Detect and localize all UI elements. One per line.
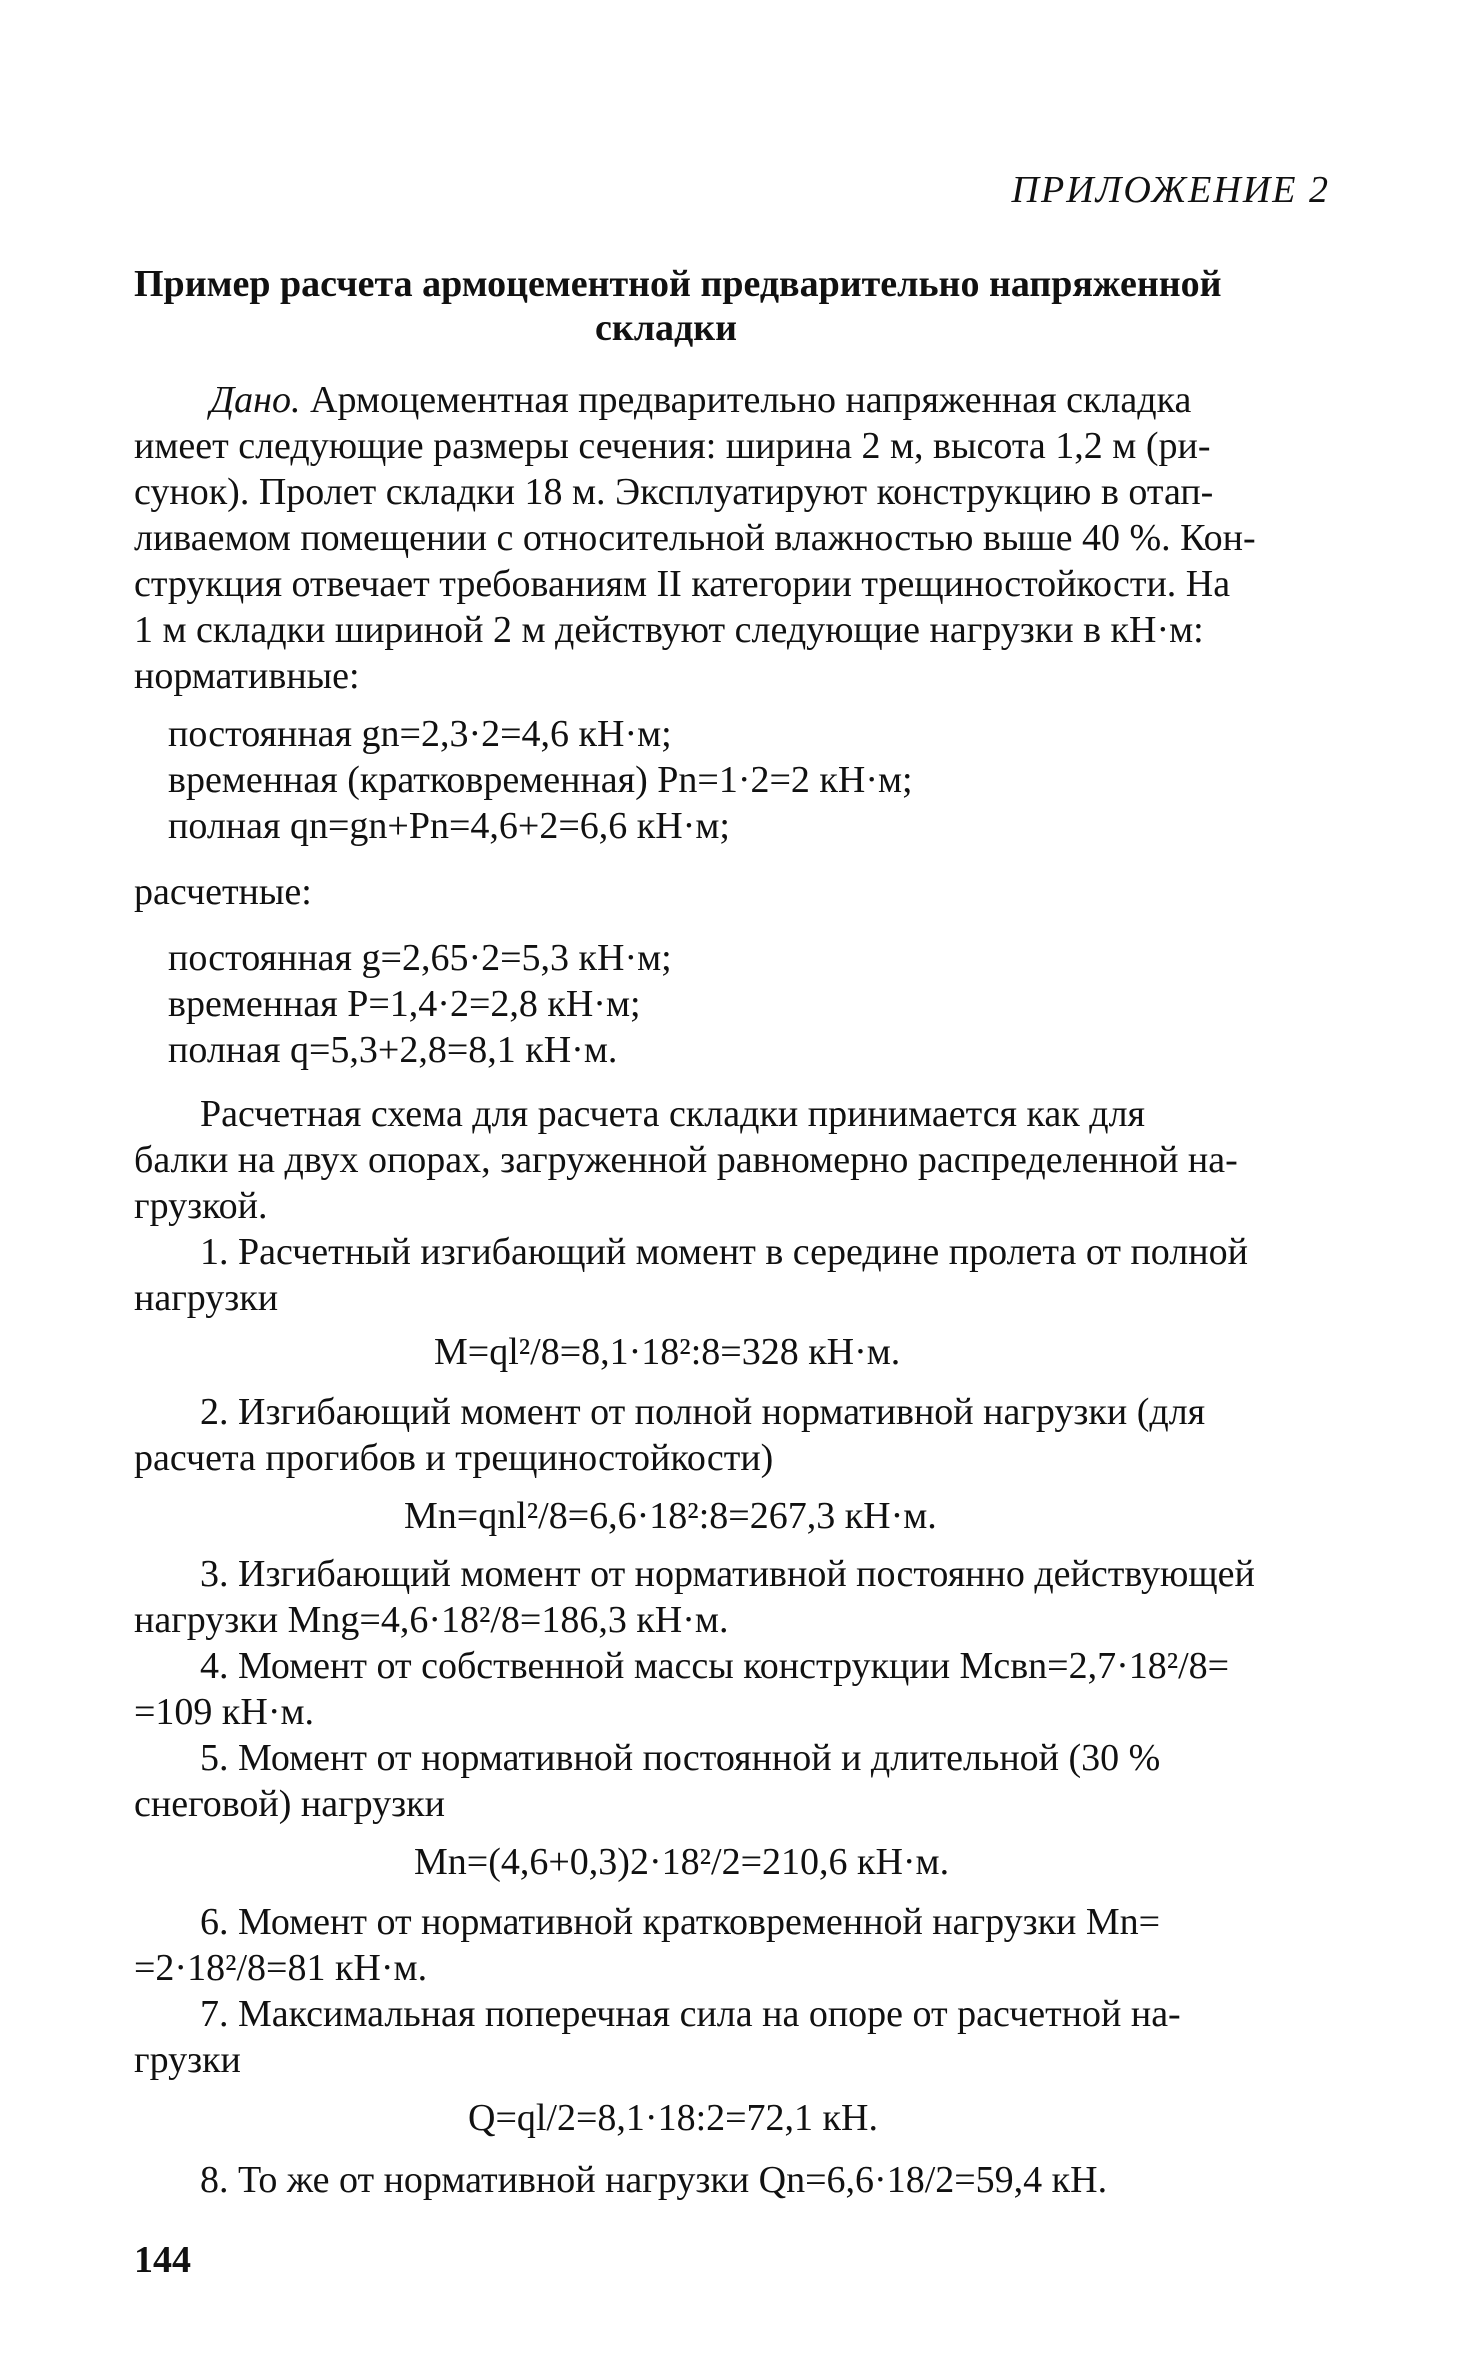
page-number: 144 bbox=[134, 2239, 191, 2281]
item-4-line-1: 4. Момент от собственной массы конструкции Mсвn=2,7·18²/8= bbox=[200, 1645, 1230, 1687]
given-text-1: Армоцементная предварительно напряженная складка bbox=[310, 379, 1192, 421]
given-line-1 bbox=[210, 378, 1330, 422]
given-line-2: имеет следующие размеры сечения: ширина 2 м, высота 1,2 м (ри- bbox=[134, 425, 1211, 467]
item-2-line-2: расчета прогибов и трещиностойкости) bbox=[134, 1437, 774, 1479]
formula-1: M=ql²/8=8,1·18²:8=328 кН·м. bbox=[434, 1331, 901, 1373]
normative-total: полная qn=gn+Pn=4,6+2=6,6 кН·м; bbox=[168, 805, 730, 847]
item-1-line-1: 1. Расчетный изгибающий момент в середине пролета от полной bbox=[200, 1231, 1248, 1273]
scheme-line-1: Расчетная схема для расчета складки принимается как для bbox=[200, 1093, 1146, 1135]
item-1-line-2: нагрузки bbox=[134, 1277, 279, 1319]
scheme-line-3: грузкой. bbox=[134, 1185, 268, 1227]
design-total: полная q=5,3+2,8=8,1 кН·м. bbox=[168, 1029, 618, 1071]
item-4-line-2: =109 кН·м. bbox=[134, 1691, 315, 1733]
item-6-line-1: 6. Момент от нормативной кратковременной нагрузки Mn= bbox=[200, 1901, 1161, 1943]
given-lead: Дано. bbox=[210, 379, 301, 421]
item-6-line-2: =2·18²/8=81 кН·м. bbox=[134, 1947, 428, 1989]
item-7-line-2: грузки bbox=[134, 2039, 241, 2081]
item-3-line-2: нагрузки Mng=4,6·18²/8=186,3 кН·м. bbox=[134, 1599, 729, 1641]
given-line-7: нормативные: bbox=[134, 655, 360, 697]
design-label: расчетные: bbox=[134, 871, 312, 913]
formula-7: Q=ql/2=8,1·18:2=72,1 кН. bbox=[468, 2097, 878, 2139]
formula-5: Mn=(4,6+0,3)2·18²/2=210,6 кН·м. bbox=[414, 1841, 950, 1883]
appendix-label: ПРИЛОЖЕНИЕ 2 bbox=[1011, 169, 1330, 211]
design-permanent: постоянная g=2,65·2=5,3 кН·м; bbox=[168, 937, 672, 979]
item-8-line-1: 8. То же от нормативной нагрузки Qn=6,6·18/2=59,4 кН. bbox=[200, 2159, 1108, 2201]
normative-permanent: постоянная gn=2,3·2=4,6 кН·м; bbox=[168, 713, 672, 755]
given-line-4: ливаемом помещении с относительной влажностью выше 40 %. Кон- bbox=[134, 517, 1256, 559]
title-line-1: Пример расчета армоцементной предварительно напряженной bbox=[134, 263, 1222, 305]
item-2-line-1: 2. Изгибающий момент от полной нормативной нагрузки (для bbox=[200, 1391, 1206, 1433]
given-line-3: сунок). Пролет складки 18 м. Эксплуатируют конструкцию в отап- bbox=[134, 471, 1214, 513]
item-5-line-2: снеговой) нагрузки bbox=[134, 1783, 445, 1825]
given-line-5: струкция отвечает требованиям II категории трещиностойкости. На bbox=[134, 563, 1231, 605]
scheme-line-2: балки на двух опорах, загруженной равномерно распределенной на- bbox=[134, 1139, 1238, 1181]
formula-2: Mn=qnl²/8=6,6·18²:8=267,3 кН·м. bbox=[404, 1495, 937, 1537]
given-line-6: 1 м складки шириной 2 м действуют следующие нагрузки в кН·м: bbox=[134, 609, 1204, 651]
design-temporary: временная P=1,4·2=2,8 кН·м; bbox=[168, 983, 641, 1025]
item-5-line-1: 5. Момент от нормативной постоянной и длительной (30 % bbox=[200, 1737, 1161, 1779]
item-7-line-1: 7. Максимальная поперечная сила на опоре от расчетной на- bbox=[200, 1993, 1181, 2035]
normative-temporary: временная (кратковременная) Pn=1·2=2 кН·м; bbox=[168, 759, 913, 801]
item-3-line-1: 3. Изгибающий момент от нормативной постоянно действующей bbox=[200, 1553, 1255, 1595]
title-line-2: складки bbox=[594, 307, 738, 349]
